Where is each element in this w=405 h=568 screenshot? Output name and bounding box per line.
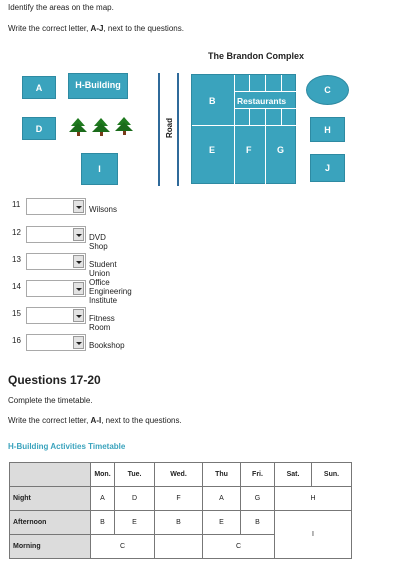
instruction-letters: A-J: [90, 24, 104, 33]
complex-divider: [265, 108, 266, 185]
complex-divider: [281, 75, 282, 91]
map-area-d: [22, 117, 56, 140]
map-title: The Brandon Complex: [208, 51, 305, 61]
map-area-c: [306, 75, 349, 105]
complex-divider: [265, 75, 266, 91]
complex-divider: [234, 91, 297, 92]
instruction-letters: A-I: [90, 416, 102, 425]
question-number: 11: [12, 200, 21, 209]
answer-dropdown[interactable]: [26, 334, 86, 351]
map-area-i-label: I: [98, 164, 101, 174]
question-label: Student Union Office: [89, 260, 117, 287]
instruction-write: [8, 24, 184, 33]
dropdown-arrow-icon[interactable]: [73, 336, 84, 349]
answer-dropdown[interactable]: [26, 226, 86, 243]
map-area-c-label: C: [324, 85, 331, 95]
question-number: 12: [12, 228, 21, 237]
cell-morning-mon-tue: C: [91, 535, 155, 559]
complex-divider: [249, 108, 250, 125]
cell-afternoon-morning-weekend: I: [275, 511, 352, 559]
cell-afternoon-wed: B: [155, 511, 203, 535]
question-label: Fitness Room: [89, 314, 115, 332]
complex-divider: [281, 108, 282, 125]
map-complex-block: [191, 74, 296, 184]
answer-dropdown[interactable]: [26, 307, 86, 324]
map-area-g-label: G: [277, 145, 285, 155]
map-area-f-label: F: [246, 145, 252, 155]
day-header-sun: Sun.: [312, 463, 352, 487]
instruction-write-prefix: Write the correct letter,: [8, 24, 91, 33]
cell-afternoon-fri: B: [241, 511, 275, 535]
map-area-j-label: J: [324, 163, 330, 173]
question-label: Wilsons: [89, 205, 118, 214]
row-label-afternoon: Afternoon: [10, 511, 91, 535]
cell-night-fri: G: [241, 487, 275, 511]
timetable-header-row: [10, 463, 352, 487]
cell-night-wed: F: [155, 487, 203, 511]
cell-morning-wed: [155, 535, 203, 559]
answer-dropdown[interactable]: [26, 198, 86, 215]
complex-divider: [249, 75, 250, 91]
dropdown-arrow-icon[interactable]: [73, 228, 84, 241]
cell-night-mon: A: [91, 487, 115, 511]
instruction-write-prefix: Write the correct letter,: [8, 416, 91, 425]
road-label: Road: [164, 118, 174, 138]
map-area-d-label: D: [35, 123, 43, 134]
row-label-night: Night: [10, 487, 91, 511]
instruction-write-suffix: , next to the questions.: [101, 416, 182, 425]
dropdown-arrow-icon[interactable]: [73, 255, 84, 268]
day-header-mon: Mon.: [91, 463, 115, 487]
question-label: Bookshop: [89, 341, 125, 350]
map-area-a-label: A: [35, 82, 43, 93]
map-h-building-label: H-Building: [75, 80, 121, 90]
question-label: Engineering Institute: [89, 287, 132, 305]
timetable-title: H-Building Activities Timetable: [8, 442, 126, 451]
instruction-write-suffix: , next to the questions.: [103, 24, 184, 33]
instruction-complete: Complete the timetable.: [8, 396, 93, 405]
cell-night-weekend: H: [275, 487, 352, 511]
cell-afternoon-thu: E: [203, 511, 241, 535]
map-area-j: [310, 154, 345, 182]
question-number: 13: [12, 255, 21, 264]
map-restaurants-label: Restaurants: [237, 96, 287, 106]
cell-afternoon-mon: B: [91, 511, 115, 535]
row-label-morning: Morning: [10, 535, 91, 559]
question-label: DVD Shop: [89, 233, 108, 251]
day-header-fri: Fri.: [241, 463, 275, 487]
complex-divider: [192, 125, 297, 126]
map-area-a: [22, 76, 56, 99]
timetable-corner-cell: [10, 463, 91, 487]
dropdown-arrow-icon[interactable]: [73, 309, 84, 322]
cell-night-thu: A: [203, 487, 241, 511]
dropdown-arrow-icon[interactable]: [73, 282, 84, 295]
instruction-write-2: [8, 416, 182, 425]
cell-morning-thu-fri: C: [203, 535, 275, 559]
timetable: [9, 462, 352, 559]
cell-night-tue: D: [115, 487, 155, 511]
cell-afternoon-tue: E: [115, 511, 155, 535]
day-header-wed: Wed.: [155, 463, 203, 487]
map-area-i: [81, 153, 118, 185]
timetable-row-afternoon: [10, 511, 352, 535]
map-h-building: [68, 73, 128, 99]
timetable-row-night: [10, 487, 352, 511]
day-header-thu: Thu: [203, 463, 241, 487]
day-header-sat: Sat.: [275, 463, 312, 487]
instruction-identify: Identify the areas on the map.: [8, 3, 114, 12]
day-header-tue: Tue.: [115, 463, 155, 487]
answer-dropdown[interactable]: [26, 253, 86, 270]
map-area-e-label: E: [209, 145, 216, 155]
map-area-h: [310, 117, 345, 142]
answer-dropdown[interactable]: [26, 280, 86, 297]
section-heading: Questions 17-20: [8, 373, 101, 387]
map-area-b-label: B: [209, 96, 216, 106]
map-area-h-label: H: [324, 124, 331, 135]
question-number: 16: [12, 336, 21, 345]
dropdown-arrow-icon[interactable]: [73, 200, 84, 213]
question-number: 15: [12, 309, 21, 318]
question-number: 14: [12, 282, 21, 291]
